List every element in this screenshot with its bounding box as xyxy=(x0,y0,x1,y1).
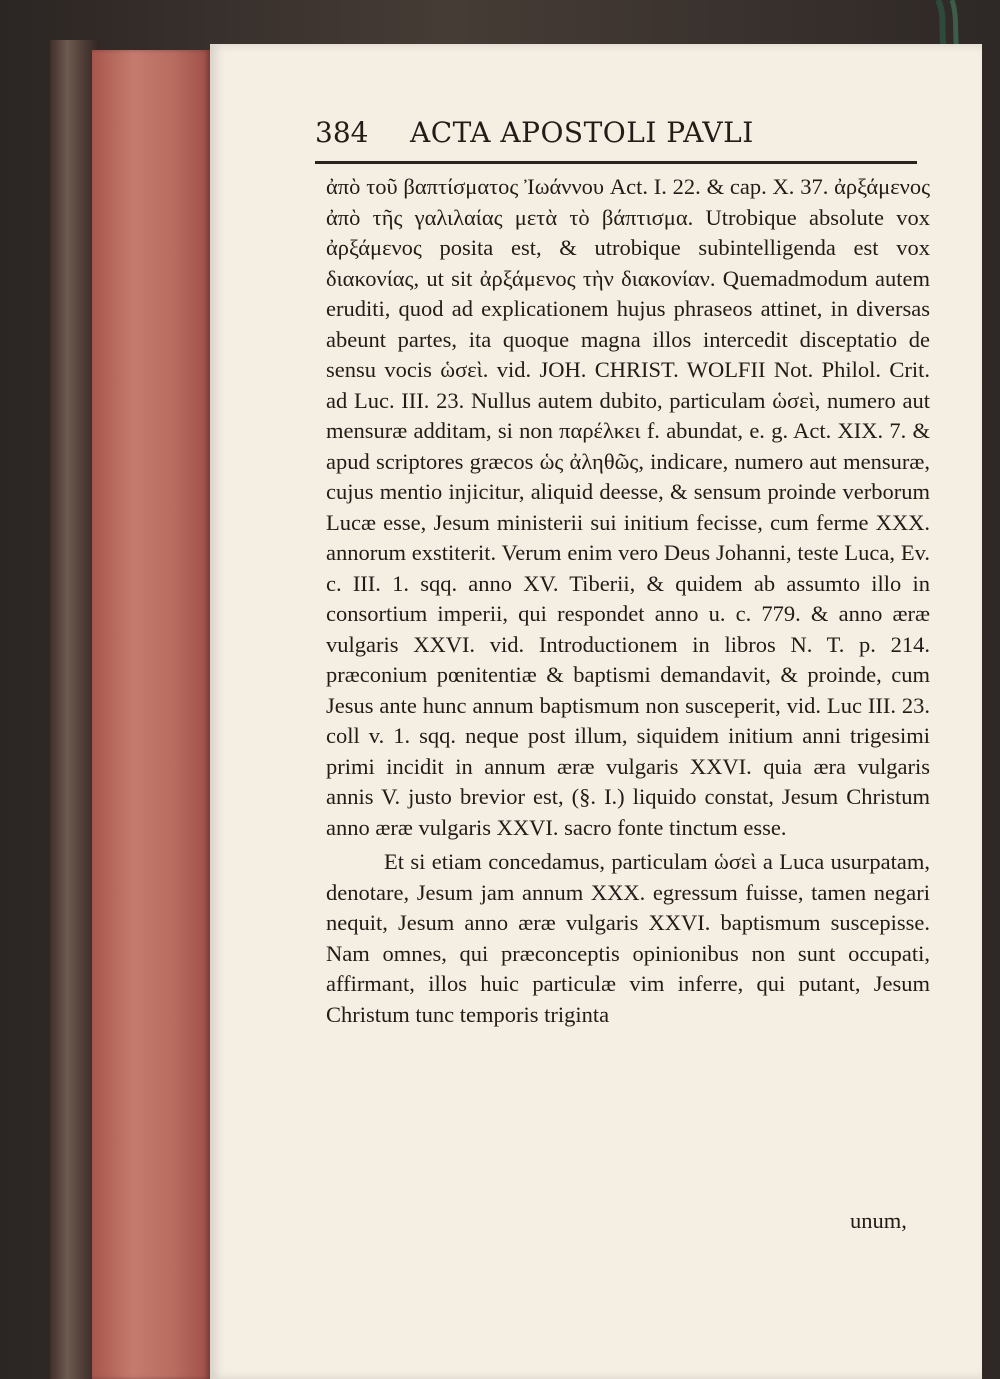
catchword: unum, xyxy=(850,1208,907,1233)
paragraph-1: ἀπὸ τοῦ βαπτίσματος Ἰωάννου Act. I. 22. & cap. X. 37. ἀρξάμενος ἀπὸ τῆς γαλιλαίας μετὰ τὸ βάπτισμα. Utrobique absolute vox ἀρξάμενος posita est, & utrobique subintelligenda est vox διακονίας, ut sit ἀρξάμενος τὴν διακονίαν. Quemadmodum autem eruditi, quod ad explicationem hujus phraseos attinet, in diversas abeunt partes, ita quoque magna illos intercedit disceptatio de sensu vocis ὡσεὶ. vid. JOH. CHRIST. WOLFII Not. Philol. Crit. ad Luc. III. 23. Nullus autem dubito, particulam ὡσεὶ, numero aut mensuræ additam, si non παρέλκει f. abundat, e. g. Act. XIX. 7. & apud scriptores græcos ὡς ἀληθῶς, indicare, numero aut mensuræ, cujus mentio injicitur, aliquid deesse, & sensum proinde verborum Lucæ esse, Jesum ministerii sui initium fecisse, cum ferme XXX. annorum exstiterit. Verum enim vero Deus Johanni, teste Luca, Ev. c. III. 1. sqq. anno XV. Tiberii, & quidem ab assumto illo in consortium imperii, qui respondet anno u. c. 779. & anno æræ vulgaris XXVI. vid. Introductionem in libros N. T. p. 214. præconium pœnitentiæ & baptismi demandavit, & proinde, cum Jesus ante hunc annum baptismum non susceperit, vid. Luc III. 23. coll v. 1. sqq. neque post illum, siquidem initium anni trigesimi primi incidit in annum æræ vulgaris XXVI. quia æra vulgaris annis V. justo brevior est, (§. I.) liquido constat, Jesum Christum anno æræ vulgaris XXVI. sacro fonte tinctum esse. xyxy=(326,174,930,840)
header-rule xyxy=(315,161,917,164)
page-number: 384 xyxy=(315,116,369,149)
page-edge-red xyxy=(92,50,210,1379)
page-header xyxy=(315,112,925,162)
body-text xyxy=(326,172,930,1030)
paragraph-2: Et si etiam concedamus, particulam ὡσεὶ a Luca usurpatam, denotare, Jesum jam annum XXX. egressum fuisse, tamen negari nequit, Jesum anno æræ vulgaris XXVI. baptismum suscepisse. Nam omnes, qui præconceptis opinionibus non sunt occupati, affirmant, illos huic particulæ vim inferre, qui putant, Jesum Christum tunc temporis triginta xyxy=(326,849,930,1027)
running-title: ACTA APOSTOLI PAVLI xyxy=(410,116,754,149)
